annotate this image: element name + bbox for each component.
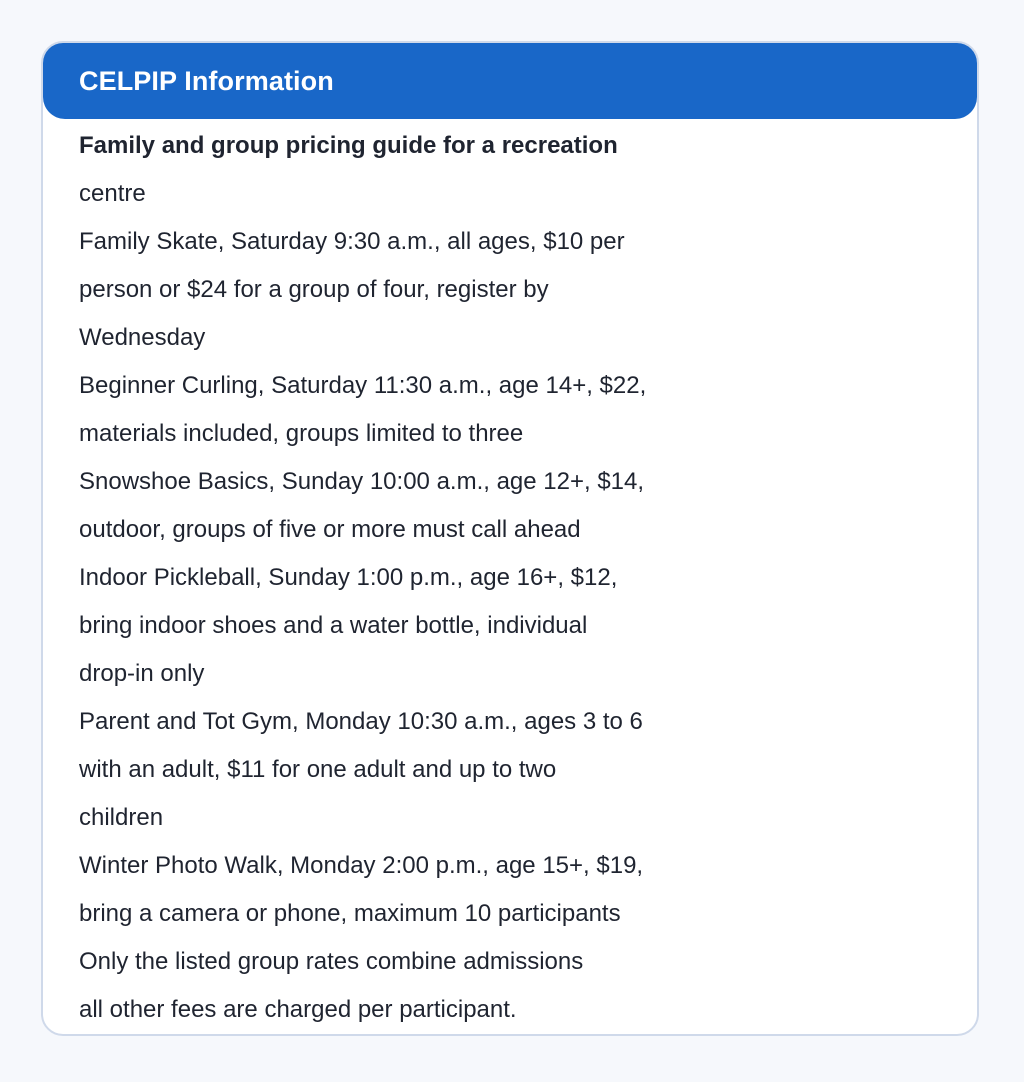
text-line: person or $24 for a group of four, register by	[79, 276, 549, 303]
text-line: Snowshoe Basics, Sunday 10:00 a.m., age 12+, $14,	[79, 468, 645, 495]
text-line: all other fees are charged per participant.	[79, 996, 517, 1023]
text-line: Family Skate, Saturday 9:30 a.m., all ages, $10 per	[79, 228, 625, 255]
card-body	[43, 119, 739, 1034]
text-line: children	[79, 804, 164, 831]
info-card	[41, 41, 979, 1036]
text-line: bring indoor shoes and a water bottle, individual	[79, 612, 588, 639]
text-line: Only the listed group rates combine admissions	[79, 948, 584, 975]
text-line: Winter Photo Walk, Monday 2:00 p.m., age 15+, $19,	[79, 852, 644, 879]
text-line: with an adult, $11 for one adult and up to two	[79, 756, 557, 783]
text-line: Parent and Tot Gym, Monday 10:30 a.m., ages 3 to 6	[79, 708, 643, 735]
text-line: materials included, groups limited to three	[79, 420, 524, 447]
text-line: Wednesday	[79, 324, 206, 351]
card-title: CELPIP Information	[79, 65, 334, 96]
text-line: Beginner Curling, Saturday 11:30 a.m., age 14+, $22,	[79, 372, 647, 399]
text-line: outdoor, groups of five or more must call ahead	[79, 516, 581, 543]
guide-heading-line-1: Family and group pricing guide for a recreation	[79, 132, 618, 159]
card-header	[43, 43, 977, 119]
guide-heading-line-2: centre	[79, 180, 146, 207]
text-line: bring a camera or phone, maximum 10 participants	[79, 900, 621, 927]
text-line: Indoor Pickleball, Sunday 1:00 p.m., age 16+, $12,	[79, 564, 618, 591]
text-line: drop-in only	[79, 660, 205, 687]
